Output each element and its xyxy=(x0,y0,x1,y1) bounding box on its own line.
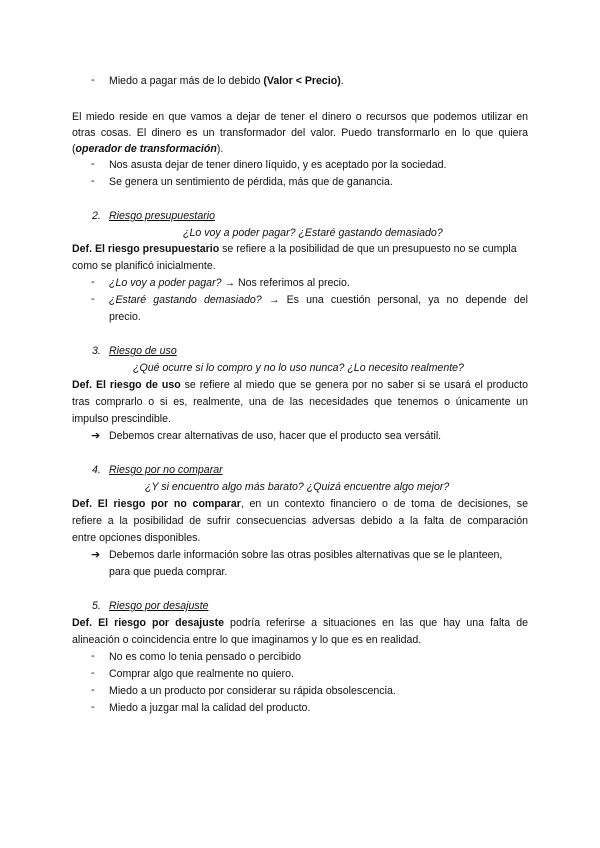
bullet-text: Debemos crear alternativas de uso, hacer que el producto sea versátil. xyxy=(109,430,442,442)
definition-line: entre opciones disponibles. xyxy=(72,532,201,544)
arrow-icon: → xyxy=(268,294,280,306)
bullet-text: Comprar algo que realmente no quiero. xyxy=(109,668,294,680)
bullet-italic: ¿Lo voy a poder pagar? xyxy=(109,277,222,289)
paragraph-line: otras cosas. El dinero es un transformador del valor. Puedo transformarlo en lo que quiera xyxy=(72,127,528,139)
definition-line: Def. El riesgo por no comparar, en un contexto financiero o de toma de decisiones, se xyxy=(72,498,528,510)
bullet-dash: - xyxy=(91,701,95,713)
arrow-bullet-icon: ➔ xyxy=(91,430,101,442)
definition-line: Def. El riesgo por desajuste podría referirse a situaciones en las que hay una falta de xyxy=(72,617,528,629)
definition-line: impulso prescindible. xyxy=(72,413,171,425)
bullet-dash: - xyxy=(91,74,95,86)
section-title: Riesgo por desajuste xyxy=(109,600,209,612)
bullet-text: Debemos darle información sobre las otras posibles alternativas que se le planteen, xyxy=(109,549,503,561)
section-question: ¿Lo voy a poder pagar? ¿Estaré gastando demasiado? xyxy=(183,227,443,239)
def-term: El riesgo presupuestario xyxy=(94,243,220,255)
bullet-text-continued: para que pueda comprar. xyxy=(109,566,228,578)
def-term: El riesgo de uso xyxy=(95,379,181,391)
section-question: ¿Qué ocurre si lo compro y no lo uso nunca? ¿Lo necesito realmente? xyxy=(133,362,464,374)
paragraph-line: (operador de transformación). xyxy=(72,143,224,155)
section-number: 5. xyxy=(92,600,101,612)
bullet-text: No es como lo tenia pensado o percibido xyxy=(109,651,301,663)
bullet-text: Nos referimos al precio. xyxy=(238,277,350,289)
section-title: Riesgo presupuestario xyxy=(109,210,215,222)
def-label: Def. xyxy=(72,617,93,629)
bullet-text: Miedo a juzgar mal la calidad del producto. xyxy=(109,702,311,714)
bullet-dash: - xyxy=(91,175,95,187)
definition-line: tras comprarlo o si es, realmente, una de las necesidades que tenemos o únicamente un xyxy=(72,396,528,408)
def-label: Def. xyxy=(72,498,93,510)
bullet-text: Miedo a pagar más de lo debido xyxy=(109,75,264,87)
section-number: 3. xyxy=(92,345,101,357)
emphasis-text: operador de transformación xyxy=(75,143,217,155)
bullet-bold-text: (Valor < Precio) xyxy=(263,75,341,87)
def-label: Def. xyxy=(72,243,93,255)
def-term: El riesgo por desajuste xyxy=(98,617,224,629)
section-number: 2. xyxy=(92,210,101,222)
section-question: ¿Y si encuentro algo más barato? ¿Quizá encuentre algo mejor? xyxy=(145,481,450,493)
bullet-dash: - xyxy=(91,293,95,305)
arrow-bullet-icon: ➔ xyxy=(91,549,101,561)
definition-line: Def. El riesgo de uso se refiere al miedo que se genera por no saber si se usará el producto xyxy=(72,379,528,391)
def-term: El riesgo por no comparar xyxy=(97,498,241,510)
bullet-italic: ¿Estaré gastando demasiado? xyxy=(109,294,262,306)
bullet-text: Es una cuestión personal, ya no depende del xyxy=(286,294,529,306)
def-label: Def. xyxy=(72,379,93,391)
definition-line: refiere a la posibilidad de sufrir consecuencias adversas debido a la falta de comparación xyxy=(72,515,528,527)
bullet-text: Miedo a un producto por considerar su rápida obsolescencia. xyxy=(109,685,396,697)
bullet-dash: - xyxy=(91,667,95,679)
section-title: Riesgo de uso xyxy=(109,345,177,357)
bullet-dash: - xyxy=(91,684,95,696)
arrow-icon: → xyxy=(224,277,236,289)
definition-line: Def. El riesgo presupuestario se refiere a la posibilidad de que un presupuesto no se cumpla xyxy=(72,243,517,255)
section-title: Riesgo por no comparar xyxy=(109,464,223,476)
bullet-dash: - xyxy=(91,158,95,170)
bullet-text-continued: precio. xyxy=(109,311,141,323)
bullet-suffix: . xyxy=(340,75,344,87)
bullet-dash: - xyxy=(91,650,95,662)
bullet-text: Se genera un sentimiento de pérdida, más que de ganancia. xyxy=(109,176,393,188)
bullet-text: Nos asusta dejar de tener dinero líquido, y es aceptado por la sociedad. xyxy=(109,159,447,171)
section-number: 4. xyxy=(92,464,101,476)
bullet-dash: - xyxy=(91,276,95,288)
definition-line: alineación o coincidencia entre lo que imaginamos y lo que es en realidad. xyxy=(72,634,422,646)
definition-line: como se planificó inicialmente. xyxy=(72,260,216,272)
paragraph-line: El miedo reside en que vamos a dejar de tener el dinero o recursos que podemos utilizar en xyxy=(72,111,528,123)
